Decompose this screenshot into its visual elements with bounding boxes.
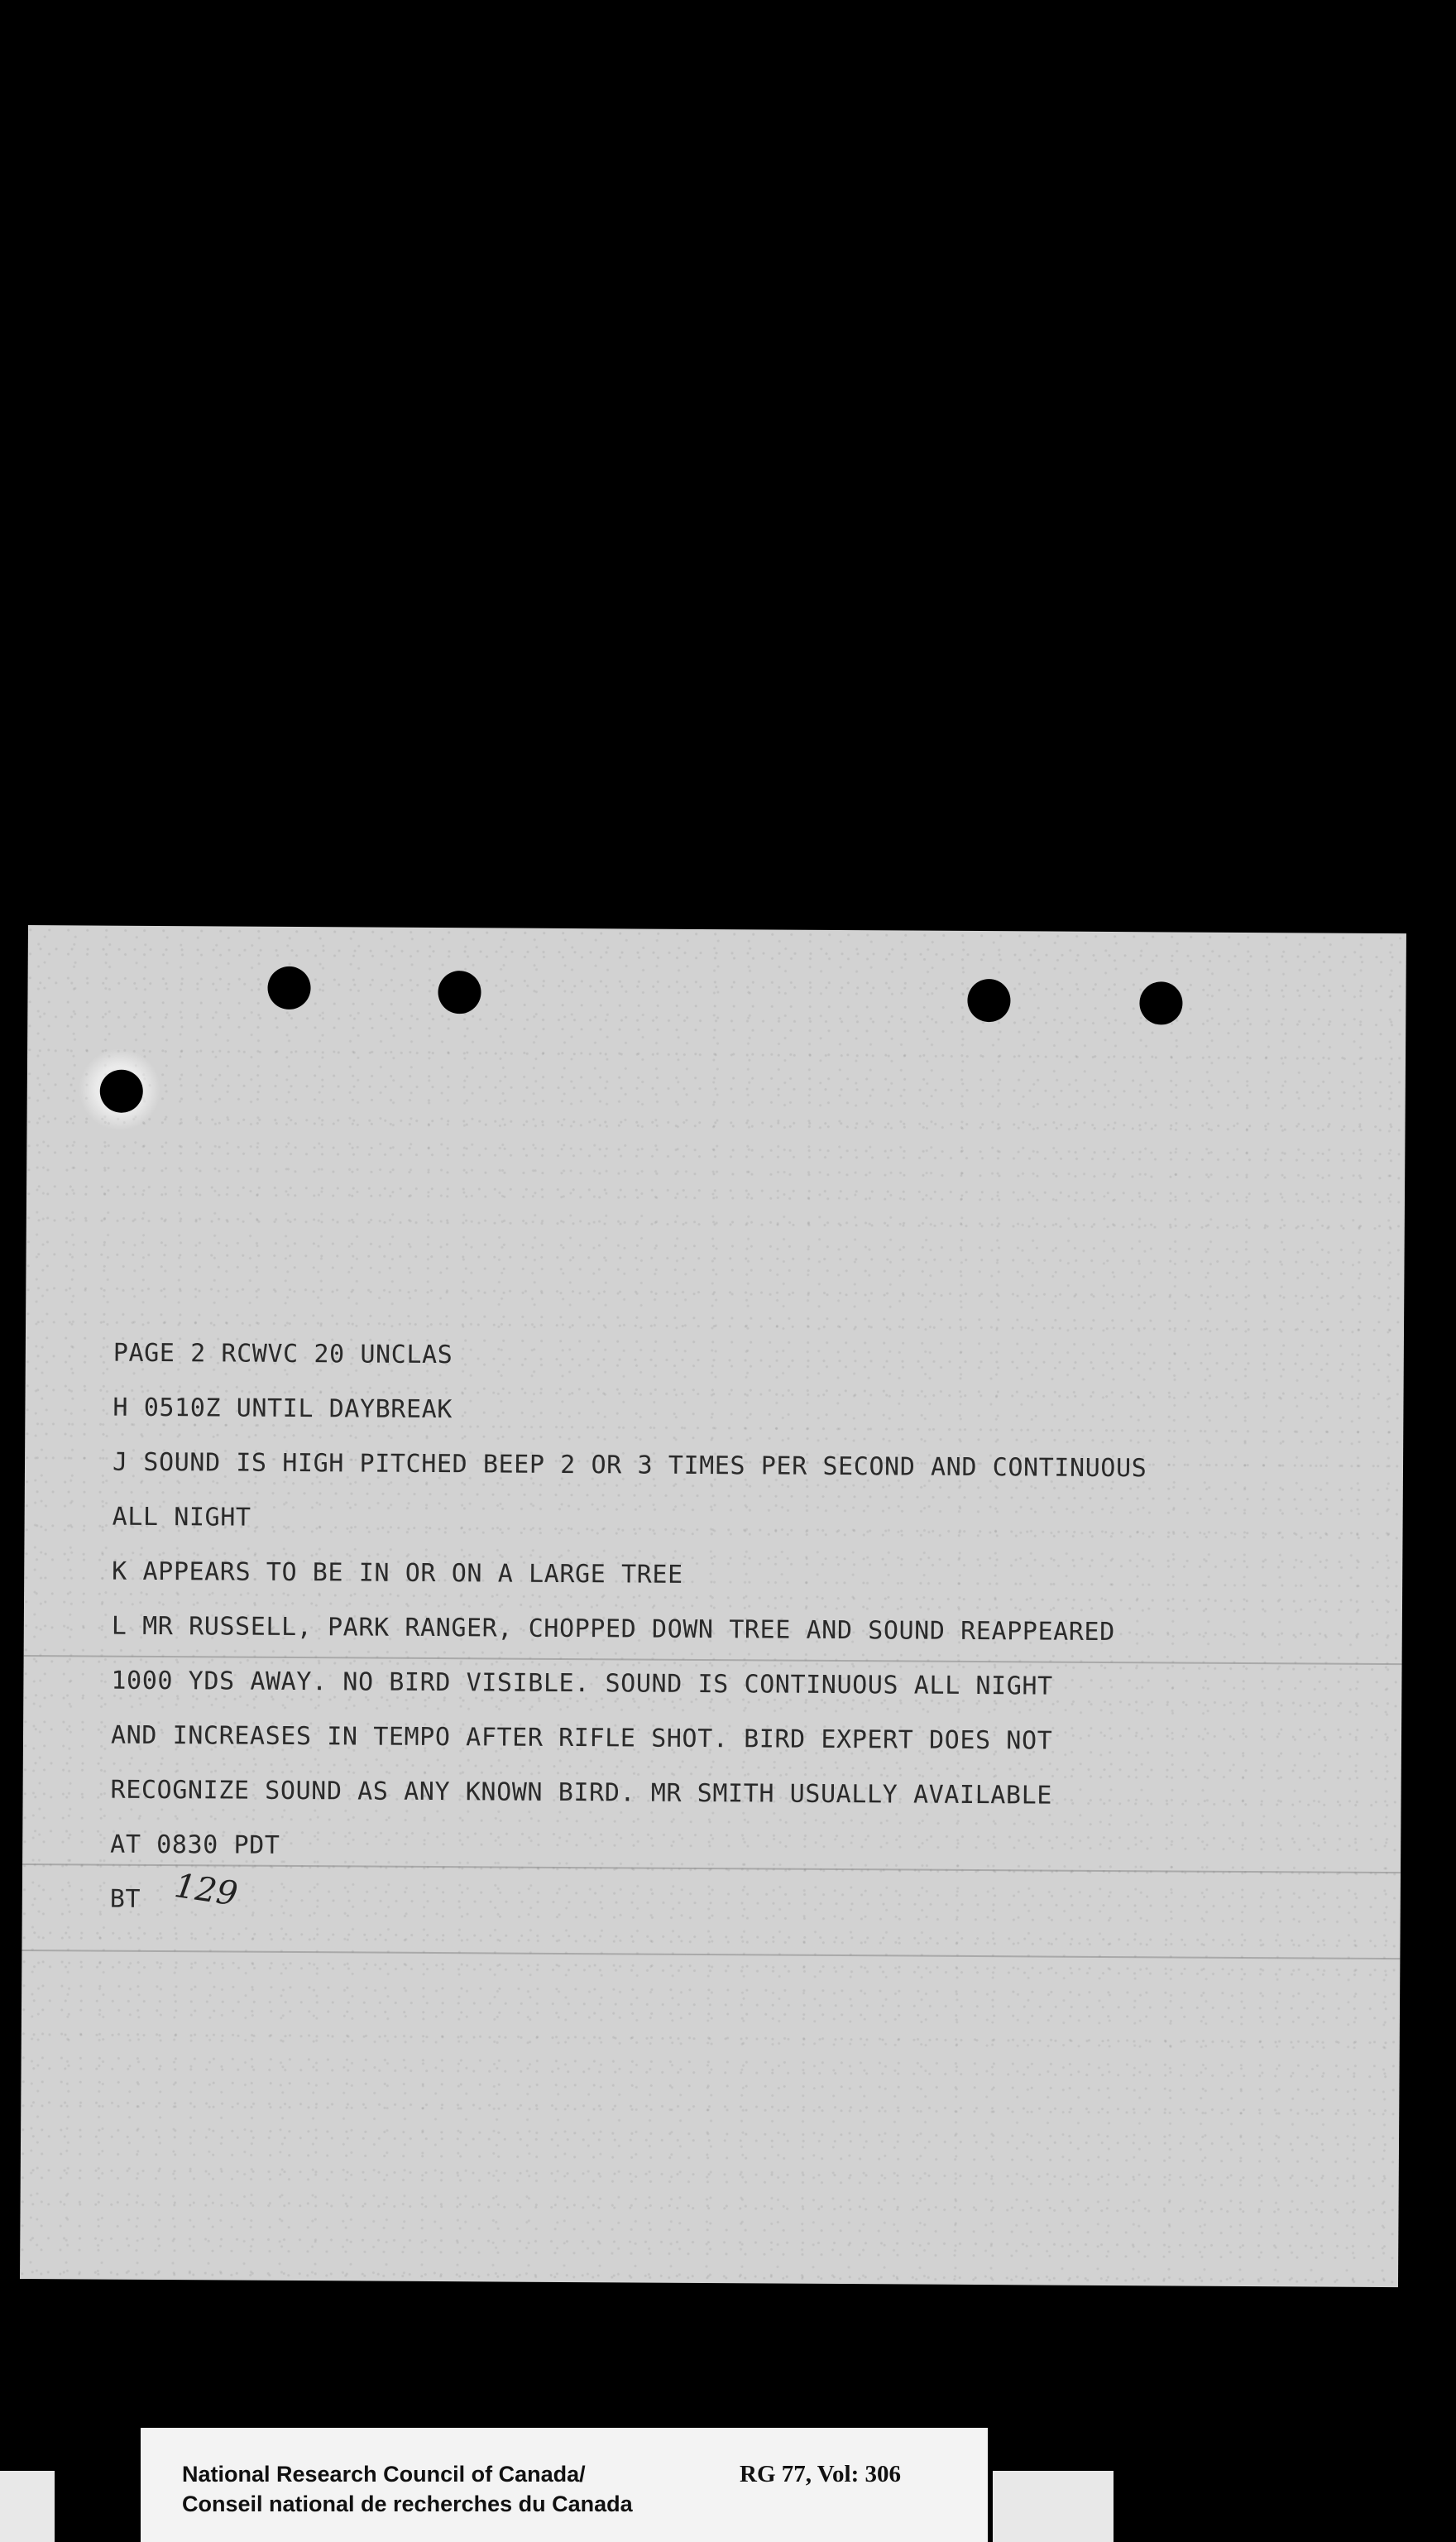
handwritten-mark: 129 — [171, 1867, 241, 1914]
institution-english: National Research Council of Canada/ — [182, 2462, 586, 2487]
archive-reference: RG 77, Vol: 306 — [740, 2461, 901, 2487]
adjacent-label-card — [0, 2471, 55, 2542]
punch-hole — [1139, 981, 1182, 1024]
adjacent-label-card — [993, 2471, 1114, 2542]
message-line: AND INCREASES IN TEMPO AFTER RIFLE SHOT. BIRD EXPERT DOES NOT — [110, 1720, 1053, 1756]
institution-french: Conseil national de recherches du Canada — [182, 2492, 633, 2516]
message-line: J SOUND IS HIGH PITCHED BEEP 2 OR 3 TIMES PER SECOND AND CONTINUOUS — [112, 1447, 1147, 1484]
punch-hole — [438, 971, 481, 1014]
teletype-message — [110, 1326, 1321, 1935]
message-line: H 0510Z UNTIL DAYBREAK — [113, 1393, 453, 1425]
message-line: BT — [109, 1884, 141, 1914]
punch-hole — [267, 966, 310, 1010]
message-line: ALL NIGHT — [112, 1502, 251, 1532]
scan-rule — [22, 1950, 1400, 1959]
message-line: AT 0830 PDT — [110, 1830, 280, 1860]
archive-institution — [182, 2459, 633, 2519]
message-line: L MR RUSSELL, PARK RANGER, CHOPPED DOWN TREE AND SOUND REAPPEARED — [111, 1611, 1115, 1648]
message-line: K APPEARS TO BE IN OR ON A LARGE TREE — [112, 1556, 683, 1590]
message-line: PAGE 2 RCWVC 20 UNCLAS — [113, 1338, 453, 1370]
teletype-page — [20, 925, 1406, 2287]
punch-hole — [967, 979, 1010, 1022]
message-line: 1000 YDS AWAY. NO BIRD VISIBLE. SOUND IS CONTINUOUS ALL NIGHT — [111, 1666, 1053, 1701]
message-line: RECOGNIZE SOUND AS ANY KNOWN BIRD. MR SMITH USUALLY AVAILABLE — [110, 1775, 1053, 1811]
punch-hole — [100, 1070, 143, 1113]
archive-label — [141, 2428, 988, 2542]
